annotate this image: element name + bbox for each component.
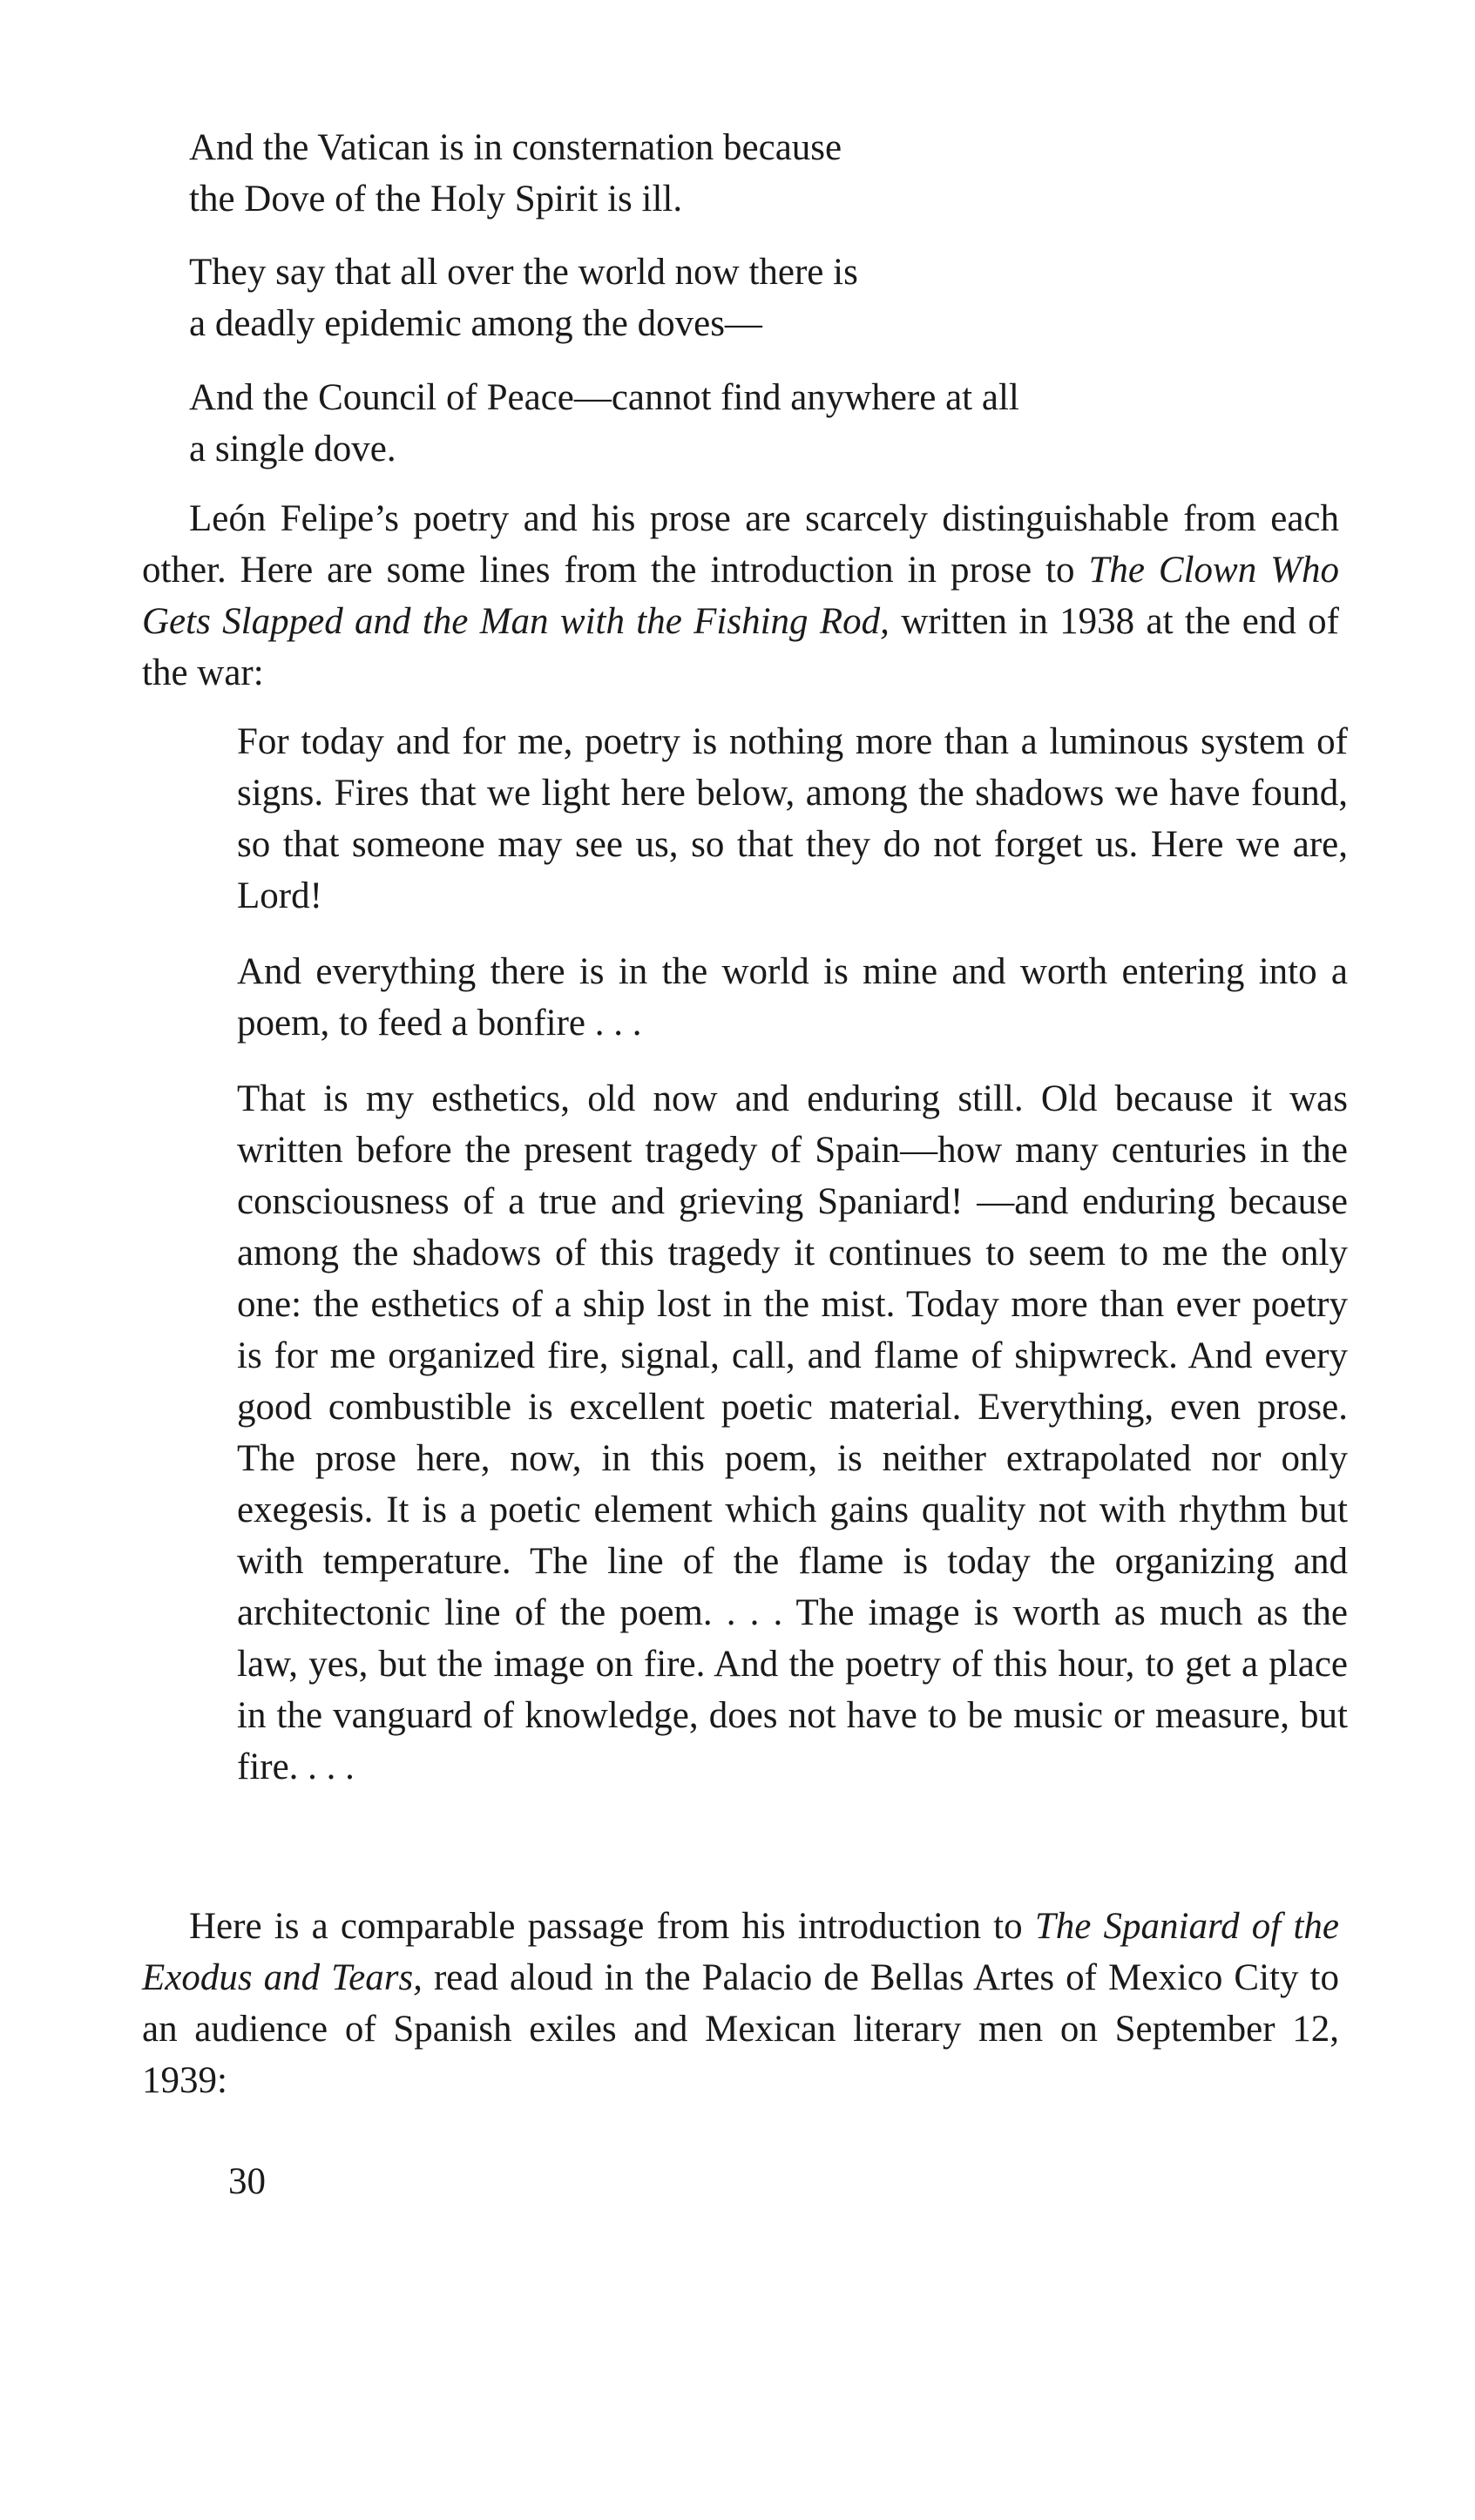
verse-line: And the Vatican is in consternation because — [189, 127, 842, 168]
verse-line: They say that all over the world now there is — [189, 252, 858, 293]
intro-text: León Felipe’s poetry and his prose are scarcely distinguishable from each other. Here are some lines from the introduction in prose to — [142, 498, 1339, 591]
intro-text-end: written in 1938 at the end of the war: — [142, 601, 1339, 693]
verse-line: And the Council of Peace—cannot find anywhere at all — [189, 377, 1019, 418]
verse-line: the Dove of the Holy Spirit is ill. — [189, 179, 683, 220]
verse-stanza-3 — [189, 372, 1322, 475]
work-title: The Clown Who Gets Slapped and the Man with the Fishing Rod, — [142, 550, 1339, 642]
quote-paragraph-3: That is my esthetics, old now and enduring still. Old because it was written before the present tragedy of Spain—how many centuries in the consciousness of a true and grieving Spaniard! —and enduring because among the shadows of this tragedy it continues to seem to me the only one: the esthetics of a ship lost in the mist. Today more than ever poetry is for me organized fire, signal, call, and flame of shipwreck. And every good combustible is excellent poetic material. Everything, even prose. The prose here, now, in this poem, is neither extrapolated nor only exegesis. It is a poetic element which gains quality not with rhythm but with temperature. The line of the flame is today the organizing and architectonic line of the poem. . . . The image is worth as much as the law, yes, but the image on fire. And the poetry of this hour, to get a place in the vanguard of knowledge, does not have to be music or measure, but fire. . . . — [237, 1078, 1348, 1787]
closing-paragraph — [142, 1901, 1339, 2106]
verse-stanza-1 — [189, 122, 1322, 225]
work-title: The Spaniard of the Exodus and Tears, — [142, 1906, 1339, 1998]
verse-line: a deadly epidemic among the doves— — [189, 303, 762, 344]
verse-line: a single dove. — [189, 429, 396, 470]
closing-text: Here is a comparable passage from his introduction to — [189, 1906, 1035, 1947]
page-number: 30 — [228, 2161, 266, 2202]
quote-paragraph-1: For today and for me, poetry is nothing more than a luminous system of signs. Fires that we light here below, among the shadows we have found, so that someone may see us, so that they do not forget us. Here we are, Lord! — [237, 721, 1348, 916]
verse-stanza-2 — [189, 247, 1322, 349]
quote-paragraph-2: And everything there is in the world is mine and worth entering into a poem, to feed a bonfire . . . — [237, 951, 1348, 1044]
closing-text-end: read aloud in the Palacio de Bellas Artes of Mexico City to an audience of Spanish exiles and Mexican literary men on September 12, 1939: — [142, 1957, 1339, 2101]
intro-paragraph — [142, 493, 1339, 699]
